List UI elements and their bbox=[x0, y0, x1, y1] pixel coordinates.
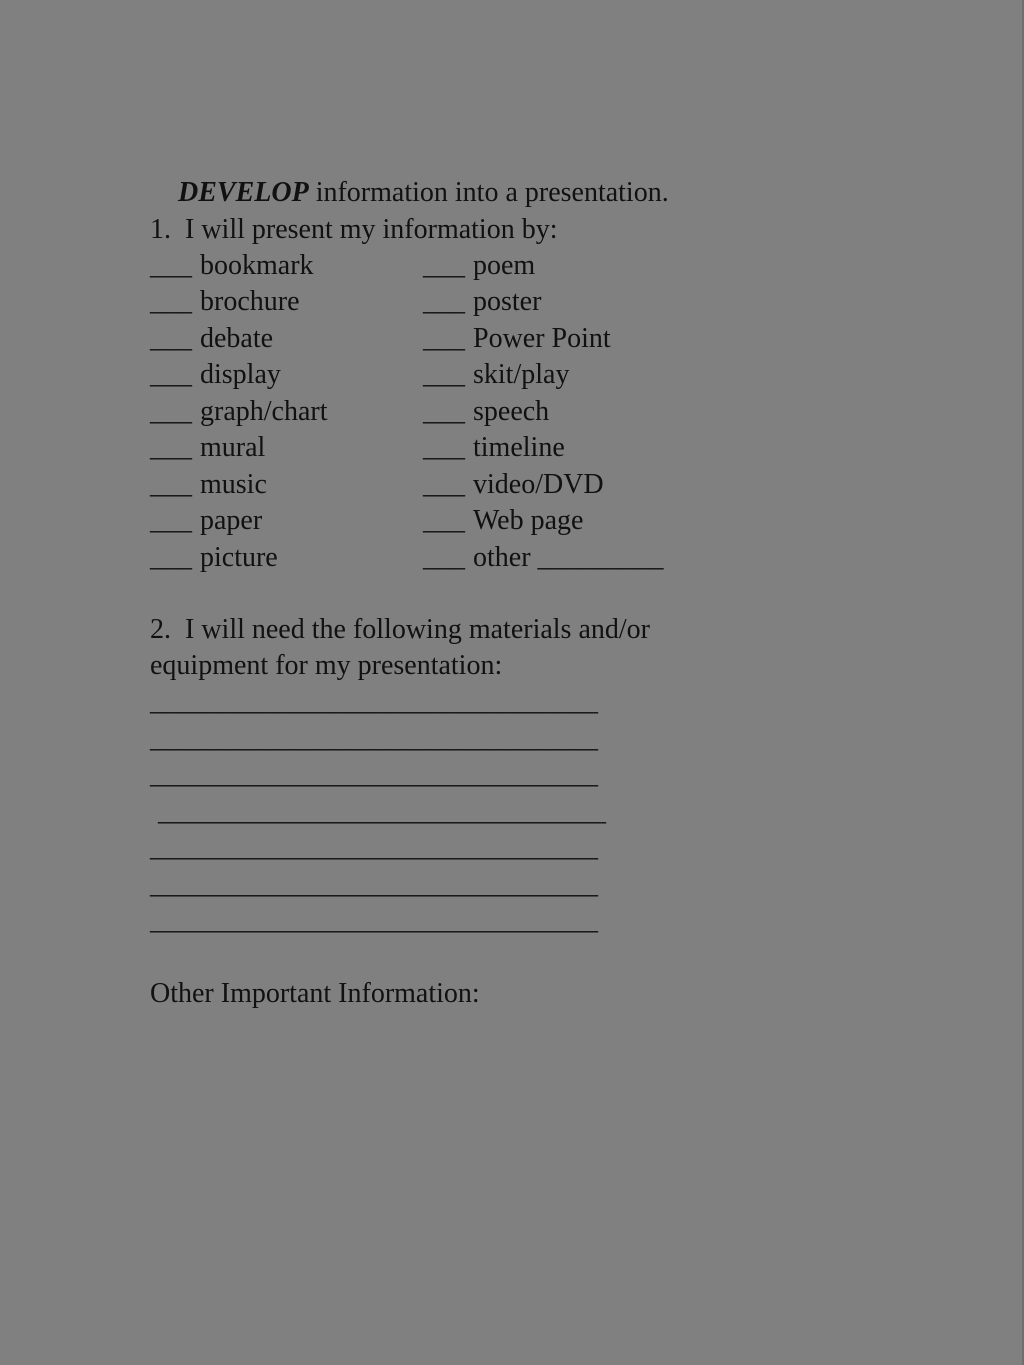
option-left-8[interactable] bbox=[150, 540, 278, 576]
materials-line-3[interactable]: ________________________________ bbox=[150, 759, 598, 790]
option-blank[interactable]: ___ bbox=[423, 542, 465, 573]
option-label: music bbox=[200, 469, 267, 500]
option-blank[interactable]: ___ bbox=[423, 469, 465, 500]
option-label: other _________ bbox=[473, 542, 664, 573]
other-important-information-label: Other Important Information: bbox=[150, 978, 480, 1009]
option-right-5[interactable] bbox=[423, 430, 565, 466]
option-label: Web page bbox=[473, 505, 584, 536]
option-left-7[interactable] bbox=[150, 503, 262, 539]
option-blank[interactable]: ___ bbox=[150, 359, 192, 390]
option-label: speech bbox=[473, 396, 550, 427]
option-left-2[interactable] bbox=[150, 321, 273, 357]
option-label: bookmark bbox=[200, 250, 314, 281]
option-blank[interactable]: ___ bbox=[150, 505, 192, 536]
question-2-line-2: equipment for my presentation: bbox=[150, 650, 503, 681]
option-left-4[interactable] bbox=[150, 394, 328, 430]
materials-line-6[interactable]: ________________________________ bbox=[150, 869, 598, 900]
option-label: debate bbox=[200, 323, 274, 354]
materials-line-4[interactable]: ________________________________ bbox=[158, 796, 606, 827]
option-label: picture bbox=[200, 542, 278, 573]
option-label: skit/play bbox=[473, 359, 570, 390]
title-emphasis: DEVELOP bbox=[178, 177, 309, 208]
option-right-2[interactable] bbox=[423, 321, 611, 357]
option-blank[interactable]: ___ bbox=[150, 396, 192, 427]
materials-line-2[interactable]: ________________________________ bbox=[150, 723, 598, 754]
option-right-3[interactable] bbox=[423, 357, 569, 393]
option-label: brochure bbox=[200, 286, 300, 317]
option-blank[interactable]: ___ bbox=[150, 323, 192, 354]
option-label: display bbox=[200, 359, 281, 390]
option-label: video/DVD bbox=[473, 469, 604, 500]
option-right-7[interactable] bbox=[423, 503, 583, 539]
title-rest: information into a presentation. bbox=[308, 177, 669, 208]
option-blank[interactable]: ___ bbox=[150, 250, 192, 281]
option-blank[interactable]: ___ bbox=[150, 432, 192, 463]
option-left-0[interactable] bbox=[150, 248, 314, 284]
option-blank[interactable]: ___ bbox=[423, 432, 465, 463]
option-right-4[interactable] bbox=[423, 394, 549, 430]
option-blank[interactable]: ___ bbox=[423, 250, 465, 281]
option-label: graph/chart bbox=[200, 396, 328, 427]
option-blank[interactable]: ___ bbox=[150, 542, 192, 573]
option-left-5[interactable] bbox=[150, 430, 265, 466]
option-blank[interactable]: ___ bbox=[423, 505, 465, 536]
option-label: poster bbox=[473, 286, 542, 317]
option-label: mural bbox=[200, 432, 266, 463]
option-label: paper bbox=[200, 505, 263, 536]
option-blank[interactable]: ___ bbox=[423, 323, 465, 354]
option-blank[interactable]: ___ bbox=[150, 469, 192, 500]
option-blank[interactable]: ___ bbox=[423, 286, 465, 317]
option-right-8[interactable] bbox=[423, 540, 664, 576]
option-label: poem bbox=[473, 250, 536, 281]
option-right-6[interactable] bbox=[423, 467, 604, 503]
option-left-1[interactable] bbox=[150, 284, 300, 320]
option-label: Power Point bbox=[473, 323, 611, 354]
option-right-1[interactable] bbox=[423, 284, 541, 320]
question-1: 1. I will present my information by: bbox=[150, 214, 558, 245]
materials-line-1[interactable]: ________________________________ bbox=[150, 686, 598, 717]
option-label: timeline bbox=[473, 432, 565, 463]
option-blank[interactable]: ___ bbox=[423, 396, 465, 427]
materials-line-5[interactable]: ________________________________ bbox=[150, 832, 598, 863]
option-left-3[interactable] bbox=[150, 357, 281, 393]
option-blank[interactable]: ___ bbox=[423, 359, 465, 390]
question-2-line-1: 2. I will need the following materials and/or bbox=[150, 614, 650, 645]
option-left-6[interactable] bbox=[150, 467, 267, 503]
option-blank[interactable]: ___ bbox=[150, 286, 192, 317]
option-right-0[interactable] bbox=[423, 248, 535, 284]
materials-line-7[interactable]: ________________________________ bbox=[150, 905, 598, 936]
